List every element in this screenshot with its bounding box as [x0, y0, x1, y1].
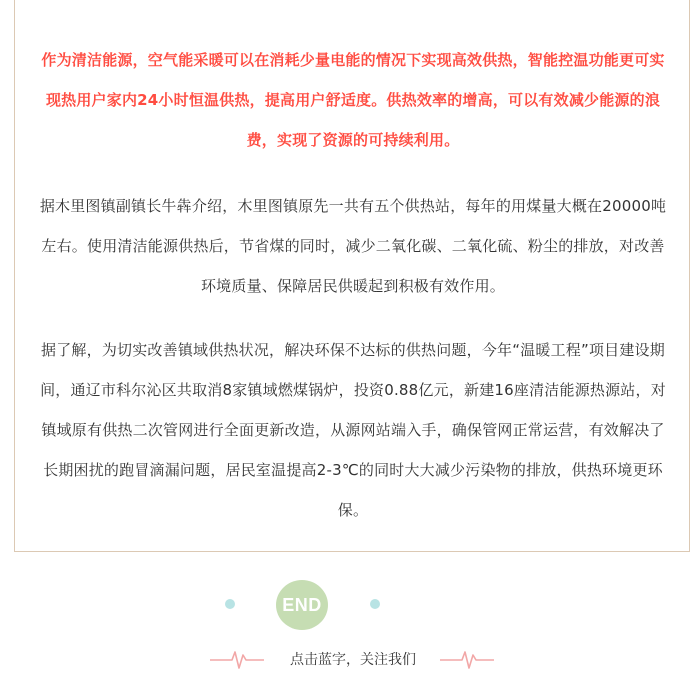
- highlight-paragraph: 作为清洁能源，空气能采暖可以在消耗少量电能的情况下实现高效供热，智能控温功能更可实现热用户家内24小时恒温供热，提高用户舒适度。供热效率的增高，可以有效减少能源的浪费，实现了资源的可持续利用。: [41, 51, 665, 149]
- end-badge: END: [276, 580, 328, 630]
- heartbeat-right-icon: [440, 649, 494, 671]
- article-card: [14, 0, 690, 552]
- follow-us-link[interactable]: 点击蓝字，关注我们: [290, 652, 416, 668]
- follow-banner[interactable]: [0, 646, 699, 674]
- heartbeat-left-icon: [210, 649, 264, 671]
- body-paragraph-project: 据了解，为切实改善镇域供热状况，解决环保不达标的供热问题，今年“温暖工程”项目建设期间，通辽市科尔沁区共取消8家镇域燃煤锅炉，投资0.88亿元，新建16座清洁能源热源站，对镇域原有供热二次管网进行全面更新改造，从源网站端入手，确保管网正常运营，有效解决了长期困扰的跑冒滴漏问题，居民室温提高2-3℃的同时大大减少污染物的排放，供热环境更环保。: [40, 341, 666, 519]
- right-dot-icon: [370, 599, 380, 609]
- end-marker: [0, 580, 699, 630]
- body-paragraph-officials: 据木里图镇副镇长牛犇介绍，木里图镇原先一共有五个供热站，每年的用煤量大概在20000吨左右。使用清洁能源供热后，节省煤的同时，减少二氧化碳、二氧化硫、粉尘的排放，对改善环境质量、保障居民供暖起到积极有效作用。: [39, 197, 667, 295]
- left-dot-icon: [225, 599, 235, 609]
